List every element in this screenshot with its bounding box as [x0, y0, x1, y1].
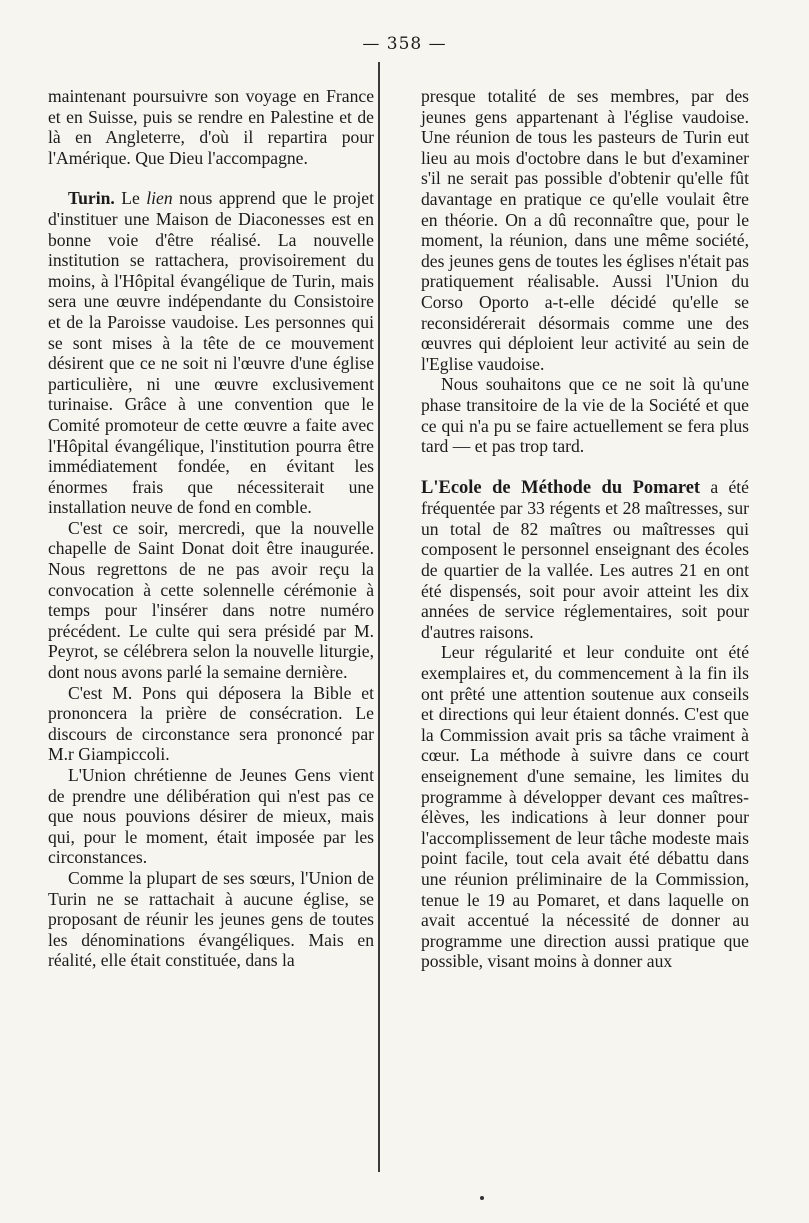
section-heading: Turin. — [68, 188, 115, 209]
paragraph: presque totalité de ses membres, par des jeunes gens appartenant à l'église vaudoise. Une réunion de tous les pasteurs de Turin eut lieu au mois d'octobre dans le but d'examiner s'il ne serait pas possible d'obtenir qu'elle fût davantage en pratique ce qu'elle voulait être en théorie. On a dû reconnaître que, pour le moment, la réunion, dans une même société, des jeunes gens de toutes les églises n'était pas pratiquement réalisable. Aussi l'Union du Corso Oporto a-t-elle décidé qu'elle se reconsidérerait désormais comme une des œuvres qui déploient leur activité au sein de l'Eglise vaudoise. — [421, 86, 749, 374]
paragraph: L'Union chrétienne de Jeunes Gens vient de prendre une délibération qui n'est pas ce que nous pouvions désirer de mieux, mais qui, pour le moment, était imposée par les circonstances. — [48, 765, 374, 868]
ecole-article — [421, 477, 749, 643]
page-number: — 358 — — [362, 34, 447, 54]
text-run: nous apprend que le projet d'instituer une Maison de Diaconesses est en bonne voie d'être réalisé. La nouvelle institution se rattachera, provisoirement du moins, à l'Hôpital évangélique de Turin, mais sera une œuvre indépendante du Consistoire et de la Paroisse vaudoise. Les personnes qui se sont mises à la tête de ce mouvement désirent que ce ne soit ni l'œuvre d'une église particulière, ni une œuvre exclusivement turinaise. Grâce à une convention que le Comité promoteur de cette œuvre a faite avec l'Hôpital évangélique, l'institution pourra être immédiatement fondée, en évitant les énormes frais que nécessiterait une installation neuve de fond en comble. — [48, 188, 374, 518]
paragraph: C'est M. Pons qui déposera la Bible et prononcera la prière de consécration. Le discours de circonstance sera prononcé par M.r Giampiccoli. — [48, 682, 374, 765]
left-column — [48, 86, 374, 971]
text-run: Le — [114, 188, 147, 209]
paragraph: C'est ce soir, mercredi, que la nouvelle chapelle de Saint Donat doit être inaugurée. Nous regrettons de ne pas avoir reçu la convocation à cette solennelle cérémonie à temps pour l'insérer dans notre numéro précédent. Le culte qui sera présidé par M. Peyrot, se célébrera selon la nouvelle liturgie, dont nous avons parlé la semaine dernière. — [48, 517, 374, 683]
print-mark — [480, 1196, 484, 1200]
newspaper-name: lien — [146, 188, 173, 209]
right-column — [421, 86, 749, 972]
text-run: a été fréquentée par 33 régents et 28 maîtresses, sur un total de 82 maîtres ou maîtresses qui composent le personnel enseignant des écoles de quartier de la vallée. Les autres 21 en ont été dispensés, soit pour avoir atteint les dix années de service réglementaires, soit pour d'autres raisons. — [421, 476, 749, 642]
paragraph: maintenant poursuivre son voyage en France et en Suisse, puis se rendre en Palestine et de là en Angleterre, d'où il repartira pour l'Amérique. Que Dieu l'accompagne. — [48, 86, 374, 168]
column-divider — [378, 62, 380, 1172]
section-heading: L'Ecole de Méthode du Pomaret — [421, 477, 701, 498]
paragraph: Nous souhaitons que ce ne soit là qu'une phase transitoire de la vie de la Société et que ce qui n'a pu se faire actuellement se fera plus tard — et pas trop tard. — [421, 374, 749, 457]
paragraph: Comme la plupart de ses sœurs, l'Union de Turin ne se rattachait à aucune église, se proposant de réunir les jeunes gens de toutes les dénominations évangéliques. Mais en réalité, elle était constituée, dans la — [48, 867, 374, 971]
paragraph: Leur régularité et leur conduite ont été exemplaires et, du commencement à la fin ils ont prêté une attention soutenue aux conseils et directions qui leur étaient donnés. C'est que la Commission avait pris sa tâche vraiment à cœur. La méthode à suivre dans ce court enseignement d'une semaine, les limites du programme à développer devant ces maîtres-élèves, les indications à leur donner pour l'accomplissement de leur tâche modeste mais point facile, tout cela avait été débattu dans une réunion préliminaire de la Commission, tenue le 19 au Pomaret, et dans laquelle on avait accentué la nécessité de donner au programme une direction aussi pratique que possible, visant moins à donner aux — [421, 642, 749, 972]
turin-article — [48, 188, 374, 518]
